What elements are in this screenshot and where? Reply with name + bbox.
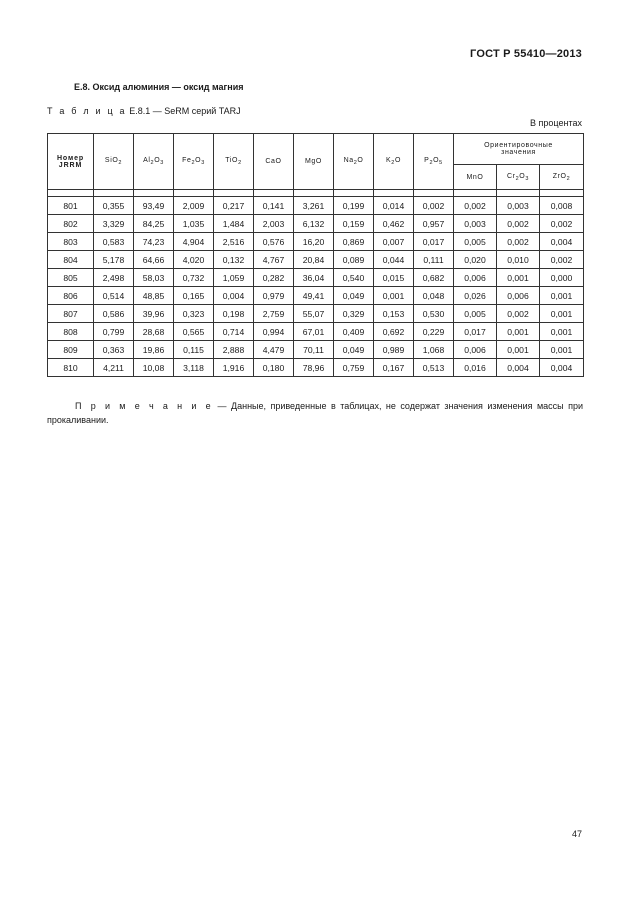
header-approx-line1: Ориентировочные — [484, 142, 553, 149]
cell-value: 0,989 — [374, 341, 414, 359]
header-al2o3 — [134, 134, 174, 190]
header-gap-row — [48, 190, 584, 197]
cell-value: 0,004 — [540, 233, 584, 251]
header-id-line1: Номер — [56, 154, 85, 162]
header-sio2-base: SiO — [104, 157, 119, 164]
cell-value: 6,132 — [294, 215, 334, 233]
cell-value: 0,048 — [414, 287, 454, 305]
cell-value: 2,888 — [214, 341, 254, 359]
cell-value: 0,006 — [454, 269, 497, 287]
cell-value: 0,586 — [94, 305, 134, 323]
header-cr2o3-a-sub: 2 — [515, 175, 520, 182]
cell-id: 808 — [48, 323, 94, 341]
cell-value: 0,026 — [454, 287, 497, 305]
cell-value: 0,323 — [174, 305, 214, 323]
cell-value: 0,001 — [374, 287, 414, 305]
table-caption-text: Е.8.1 — SeRM серий TARJ — [129, 106, 241, 116]
cell-id: 809 — [48, 341, 94, 359]
header-approx-values — [454, 134, 584, 165]
cell-value: 0,462 — [374, 215, 414, 233]
cell-value: 2,498 — [94, 269, 134, 287]
header-cr2o3-a: Cr — [507, 172, 516, 180]
cell-value: 0,576 — [254, 233, 294, 251]
cell-value: 0,004 — [214, 287, 254, 305]
cell-value: 0,409 — [334, 323, 374, 341]
cell-value: 0,979 — [254, 287, 294, 305]
header-zro2 — [540, 165, 584, 190]
cell-value: 0,732 — [174, 269, 214, 287]
cell-value: 0,759 — [334, 359, 374, 377]
composition-table — [47, 133, 584, 377]
cell-value: 4,211 — [94, 359, 134, 377]
cell-value: 2,003 — [254, 215, 294, 233]
cell-value: 0,530 — [414, 305, 454, 323]
cell-value: 1,035 — [174, 215, 214, 233]
cell-value: 0,002 — [497, 233, 540, 251]
cell-id: 802 — [48, 215, 94, 233]
cell-value: 49,41 — [294, 287, 334, 305]
header-approx-line2: значения — [501, 149, 536, 156]
cell-value: 0,003 — [497, 197, 540, 215]
header-k2o-a-sub: 2 — [391, 160, 395, 166]
header-al2o3-a: Al — [143, 157, 151, 164]
cell-value: 0,229 — [414, 323, 454, 341]
cell-value: 28,68 — [134, 323, 174, 341]
cell-value: 0,008 — [540, 197, 584, 215]
cell-value: 10,08 — [134, 359, 174, 377]
cell-value: 1,484 — [214, 215, 254, 233]
cell-value: 0,001 — [540, 341, 584, 359]
header-cao: CaO — [254, 134, 294, 190]
cell-value: 0,180 — [254, 359, 294, 377]
header-k2o-b: O — [394, 157, 401, 164]
cell-value: 0,199 — [334, 197, 374, 215]
cell-value: 0,003 — [454, 215, 497, 233]
header-na2o — [334, 134, 374, 190]
table-row — [48, 323, 584, 341]
cell-value: 0,002 — [540, 251, 584, 269]
header-p2o5-a-sub: 2 — [429, 160, 434, 166]
header-cr2o3 — [497, 165, 540, 190]
cell-value: 0,014 — [374, 197, 414, 215]
cell-value: 1,068 — [414, 341, 454, 359]
cell-value: 0,004 — [497, 359, 540, 377]
cell-value: 20,84 — [294, 251, 334, 269]
table-caption — [47, 106, 241, 116]
cell-value: 0,363 — [94, 341, 134, 359]
cell-value: 0,010 — [497, 251, 540, 269]
cell-value: 0,004 — [540, 359, 584, 377]
cell-value: 4,767 — [254, 251, 294, 269]
cell-value: 0,049 — [334, 341, 374, 359]
header-id — [48, 134, 94, 190]
cell-value: 16,20 — [294, 233, 334, 251]
cell-value: 1,916 — [214, 359, 254, 377]
cell-value: 19,86 — [134, 341, 174, 359]
cell-value: 84,25 — [134, 215, 174, 233]
header-p2o5-b: O — [433, 157, 440, 164]
header-p2o5-b-sub: 5 — [439, 160, 443, 166]
cell-value: 0,565 — [174, 323, 214, 341]
cell-value: 0,015 — [374, 269, 414, 287]
table-body — [48, 197, 584, 377]
unit-label: В процентах — [530, 118, 582, 128]
cell-value: 0,002 — [497, 305, 540, 323]
cell-value: 0,002 — [497, 215, 540, 233]
cell-value: 0,001 — [540, 287, 584, 305]
header-na2o-a: Na — [343, 157, 354, 164]
cell-id: 801 — [48, 197, 94, 215]
cell-value: 0,017 — [414, 233, 454, 251]
header-cr2o3-b: O — [519, 172, 526, 180]
cell-value: 58,03 — [134, 269, 174, 287]
cell-value: 0,217 — [214, 197, 254, 215]
cell-value: 3,261 — [294, 197, 334, 215]
cell-value: 1,059 — [214, 269, 254, 287]
table-row — [48, 233, 584, 251]
cell-value: 0,017 — [454, 323, 497, 341]
cell-value: 0,513 — [414, 359, 454, 377]
cell-value: 78,96 — [294, 359, 334, 377]
header-p2o5-a: P — [424, 157, 430, 164]
header-tio2-sub: 2 — [238, 160, 242, 166]
document-code: ГОСТ Р 55410—2013 — [470, 48, 582, 60]
cell-value: 4,479 — [254, 341, 294, 359]
cell-value: 93,49 — [134, 197, 174, 215]
table-row — [48, 287, 584, 305]
cell-value: 0,005 — [454, 233, 497, 251]
cell-value: 0,016 — [454, 359, 497, 377]
cell-value: 0,049 — [334, 287, 374, 305]
cell-value: 0,002 — [414, 197, 454, 215]
cell-value: 0,682 — [414, 269, 454, 287]
cell-value: 0,329 — [334, 305, 374, 323]
header-zro2-base: ZrO — [552, 172, 567, 180]
cell-value: 4,904 — [174, 233, 214, 251]
header-al2o3-b: O — [154, 157, 161, 164]
cell-value: 0,141 — [254, 197, 294, 215]
cell-value: 2,516 — [214, 233, 254, 251]
cell-value: 0,089 — [334, 251, 374, 269]
cell-value: 0,514 — [94, 287, 134, 305]
cell-value: 0,000 — [540, 269, 584, 287]
cell-value: 36,04 — [294, 269, 334, 287]
cell-value: 0,001 — [540, 305, 584, 323]
cell-value: 0,198 — [214, 305, 254, 323]
cell-value: 3,329 — [94, 215, 134, 233]
cell-value: 0,540 — [334, 269, 374, 287]
cell-value: 0,005 — [454, 305, 497, 323]
cell-value: 0,799 — [94, 323, 134, 341]
cell-value: 0,115 — [174, 341, 214, 359]
table-note — [47, 399, 583, 427]
header-fe2o3-a-sub: 2 — [191, 160, 196, 166]
header-k2o-a: K — [386, 157, 392, 164]
cell-value: 0,957 — [414, 215, 454, 233]
cell-value: 39,96 — [134, 305, 174, 323]
header-mno: MnO — [454, 165, 497, 190]
table-row — [48, 359, 584, 377]
header-id-line2: JRRM — [58, 161, 83, 169]
header-fe2o3 — [174, 134, 214, 190]
note-text: — Данные, приведенные в таблицах, не содержат значения изменения массы при прокаливании. — [47, 401, 583, 425]
header-na2o-a-sub: 2 — [353, 160, 358, 166]
cell-id: 805 — [48, 269, 94, 287]
table-row — [48, 341, 584, 359]
cell-value: 0,007 — [374, 233, 414, 251]
cell-value: 2,759 — [254, 305, 294, 323]
header-k2o — [374, 134, 414, 190]
header-fe2o3-b-sub: 3 — [201, 160, 205, 166]
cell-value: 0,159 — [334, 215, 374, 233]
cell-value: 0,132 — [214, 251, 254, 269]
cell-value: 0,282 — [254, 269, 294, 287]
cell-value: 4,020 — [174, 251, 214, 269]
cell-value: 3,118 — [174, 359, 214, 377]
cell-value: 64,66 — [134, 251, 174, 269]
cell-value: 74,23 — [134, 233, 174, 251]
cell-value: 55,07 — [294, 305, 334, 323]
cell-value: 48,85 — [134, 287, 174, 305]
header-sio2 — [94, 134, 134, 190]
header-na2o-b: O — [357, 157, 364, 164]
table-row — [48, 269, 584, 287]
header-tio2 — [214, 134, 254, 190]
header-tio2-base: TiO — [225, 157, 239, 164]
cell-value: 0,001 — [497, 269, 540, 287]
cell-value: 0,006 — [497, 287, 540, 305]
cell-value: 0,994 — [254, 323, 294, 341]
page-number: 47 — [571, 829, 582, 839]
cell-value: 0,001 — [540, 323, 584, 341]
cell-value: 0,006 — [454, 341, 497, 359]
table-row — [48, 305, 584, 323]
header-fe2o3-a: Fe — [182, 157, 192, 164]
cell-value: 0,714 — [214, 323, 254, 341]
cell-value: 0,002 — [540, 215, 584, 233]
table-row — [48, 251, 584, 269]
cell-value: 0,001 — [497, 341, 540, 359]
header-al2o3-b-sub: 3 — [160, 160, 164, 166]
header-sio2-sub: 2 — [118, 160, 123, 166]
cell-value: 5,178 — [94, 251, 134, 269]
cell-value: 0,165 — [174, 287, 214, 305]
cell-value: 2,009 — [174, 197, 214, 215]
header-mgo: MgO — [294, 134, 334, 190]
cell-value: 0,044 — [374, 251, 414, 269]
cell-id: 806 — [48, 287, 94, 305]
header-zro2-sub: 2 — [566, 175, 571, 182]
table-caption-label: Т а б л и ц а — [47, 106, 127, 116]
table-row — [48, 197, 584, 215]
cell-id: 803 — [48, 233, 94, 251]
cell-value: 0,001 — [497, 323, 540, 341]
header-p2o5 — [414, 134, 454, 190]
cell-id: 810 — [48, 359, 94, 377]
cell-value: 0,111 — [414, 251, 454, 269]
section-title: Е.8. Оксид алюминия — оксид магния — [74, 82, 244, 92]
cell-value: 0,167 — [374, 359, 414, 377]
cell-value: 70,11 — [294, 341, 334, 359]
table-row — [48, 215, 584, 233]
cell-value: 0,153 — [374, 305, 414, 323]
note-label: П р и м е ч а н и е — [75, 401, 214, 411]
cell-value: 0,583 — [94, 233, 134, 251]
cell-value: 0,020 — [454, 251, 497, 269]
cell-value: 67,01 — [294, 323, 334, 341]
cell-value: 0,869 — [334, 233, 374, 251]
cell-id: 807 — [48, 305, 94, 323]
cell-value: 0,002 — [454, 197, 497, 215]
cell-value: 0,355 — [94, 197, 134, 215]
header-fe2o3-b: O — [195, 157, 202, 164]
header-al2o3-a-sub: 2 — [150, 160, 155, 166]
cell-value: 0,692 — [374, 323, 414, 341]
cell-id: 804 — [48, 251, 94, 269]
header-cr2o3-b-sub: 3 — [525, 175, 529, 182]
